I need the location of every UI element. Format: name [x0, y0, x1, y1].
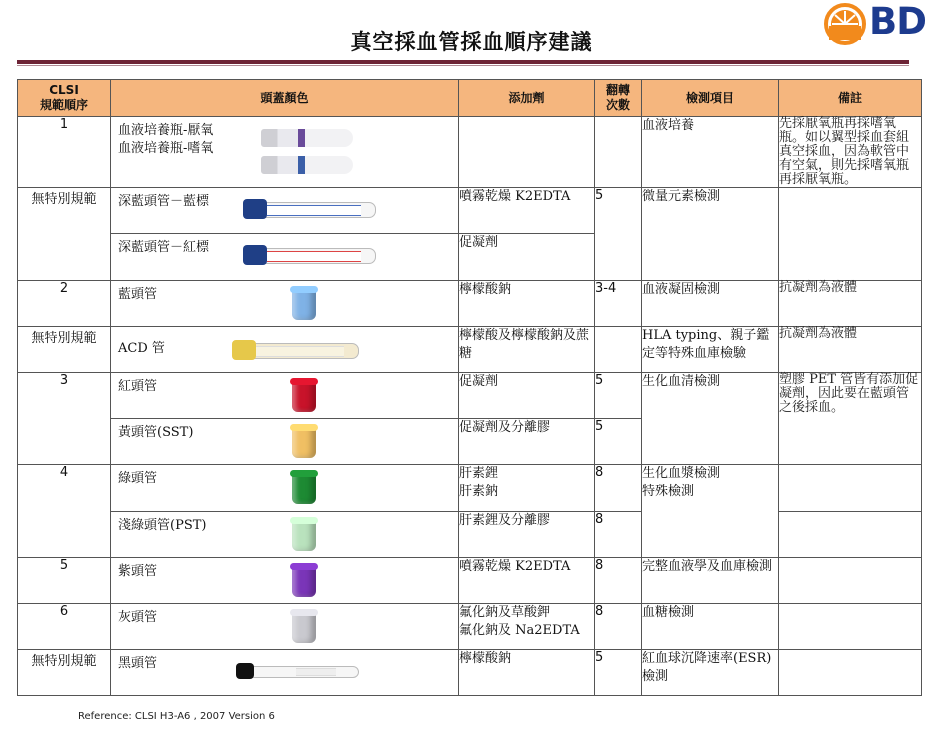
table-row [18, 117, 922, 188]
header-row [18, 80, 922, 117]
table-row [18, 604, 922, 650]
inversions-cell [595, 117, 642, 188]
table-row [18, 281, 922, 327]
additive-cell: 肝素鋰及分離膠 [459, 512, 595, 558]
bd-wordmark: BD [869, 0, 926, 43]
color-cell [111, 604, 459, 650]
light-blue-cap-image [292, 286, 316, 320]
acd-tube-image [233, 343, 359, 359]
inversions-cell: 5 [595, 188, 642, 281]
lavender-cap-image [292, 563, 316, 597]
color-cell [111, 650, 459, 696]
test-cell: 微量元素檢測 [642, 188, 779, 281]
table-row [18, 327, 922, 373]
color-name: 深藍頭管－藍標 [118, 194, 210, 209]
note-cell [779, 604, 922, 650]
color-cell [111, 465, 459, 512]
color-cell [111, 327, 459, 373]
header-test: 檢測項目 [642, 80, 779, 117]
header-order: CLSI 規範順序 [18, 80, 111, 117]
color-cell [111, 281, 459, 327]
note-cell: 抗凝劑為液體 [779, 281, 922, 327]
test-cell: 血糖檢測 [642, 604, 779, 650]
blood-collection-order-table [17, 79, 922, 696]
note-cell: 先採厭氧瓶再採嗜氧瓶。如以翼型採血套組真空採血，因為軟管中有空氣，則先採嗜氧瓶再採厭氧瓶。 [779, 117, 922, 188]
note-cell [779, 650, 922, 696]
note-cell [779, 512, 922, 558]
color-name: 灰頭管 [118, 610, 158, 625]
order-cell: 5 [18, 558, 111, 604]
test-cell: 紅血球沉降速率(ESR)檢測 [642, 650, 779, 696]
additive-cell: 檸檬酸鈉 [459, 650, 595, 696]
color-cell [111, 117, 459, 188]
note-cell: 塑膠 PET 管皆有添加促凝劑，因此要在藍頭管之後採血。 [779, 373, 922, 465]
additive-cell: 噴霧乾燥 K2EDTA [459, 558, 595, 604]
additive-cell: 檸檬酸及檸檬酸鈉及蔗糖 [459, 327, 595, 373]
color-cell [111, 558, 459, 604]
test-cell: 血液凝固檢測 [642, 281, 779, 327]
inversions-cell: 5 [595, 650, 642, 696]
color-name: 血液培養瓶-厭氧 [118, 123, 214, 138]
color-name: 淺綠頭管(PST) [118, 518, 207, 533]
additive-cell [459, 117, 595, 188]
additive-cell: 促凝劑及分離膠 [459, 419, 595, 465]
anaerobic-bottle-image [261, 129, 353, 147]
color-cell [111, 512, 459, 558]
table-row [18, 373, 922, 419]
green-cap-image [292, 470, 316, 504]
color-name: 綠頭管 [118, 471, 158, 486]
additive-cell: 氟化鈉及草酸鉀 氟化鈉及 Na2EDTA [459, 604, 595, 650]
header-additive: 添加劑 [459, 80, 595, 117]
bd-sunburst-icon [823, 2, 867, 46]
additive-cell: 促凝劑 [459, 373, 595, 419]
aerobic-bottle-image [261, 156, 353, 174]
color-name: 藍頭管 [118, 287, 158, 302]
table-row [18, 188, 922, 234]
color-name: 血液培養瓶-嗜氧 [118, 141, 214, 156]
inversions-cell: 5 [595, 373, 642, 419]
inversions-cell [595, 327, 642, 373]
note-cell [779, 465, 922, 512]
inversions-cell: 8 [595, 465, 642, 512]
inversions-cell: 8 [595, 558, 642, 604]
gray-cap-image [292, 609, 316, 643]
additive-cell: 檸檬酸鈉 [459, 281, 595, 327]
bd-logo [823, 2, 943, 46]
title-rule-thin [17, 65, 909, 66]
royal-blue-tube-blue-label-image [244, 202, 376, 218]
test-cell: 完整血液學及血庫檢測 [642, 558, 779, 604]
note-cell [779, 188, 922, 281]
order-cell: 3 [18, 373, 111, 465]
color-name: 黃頭管(SST) [118, 425, 194, 440]
header-note: 備註 [779, 80, 922, 117]
inversions-cell: 5 [595, 419, 642, 465]
color-cell [111, 373, 459, 419]
test-cell: 生化血清檢測 [642, 373, 779, 465]
inversions-cell: 8 [595, 512, 642, 558]
order-cell: 無特別規範 [18, 650, 111, 696]
note-cell [779, 558, 922, 604]
additive-cell: 肝素鋰 肝素鈉 [459, 465, 595, 512]
additive-cell: 噴霧乾燥 K2EDTA [459, 188, 595, 234]
additive-cell: 促凝劑 [459, 234, 595, 281]
color-name: ACD 管 [118, 341, 165, 356]
color-name: 黑頭管 [118, 656, 158, 671]
header-color: 頭蓋顏色 [111, 80, 459, 117]
color-name: 深藍頭管－紅標 [118, 240, 210, 255]
table-row [18, 465, 922, 512]
order-cell: 無特別規範 [18, 188, 111, 281]
order-cell: 2 [18, 281, 111, 327]
color-cell [111, 188, 459, 234]
color-name: 紫頭管 [118, 564, 158, 579]
page-title: 真空採血管採血順序建議 [350, 30, 593, 54]
test-cell: 生化血漿檢測 特殊檢測 [642, 465, 779, 558]
table-row [18, 650, 922, 696]
header-inversions: 翻轉 次數 [595, 80, 642, 117]
order-cell: 無特別規範 [18, 327, 111, 373]
royal-blue-tube-red-label-image [244, 248, 376, 264]
note-cell: 抗凝劑為液體 [779, 327, 922, 373]
order-cell: 4 [18, 465, 111, 558]
reference-footer: Reference: CLSI H3-A6 , 2007 Version 6 [78, 711, 275, 722]
test-cell: HLA typing、親子鑑定等特殊血庫檢驗 [642, 327, 779, 373]
color-cell [111, 419, 459, 465]
table-row [18, 558, 922, 604]
table-row [18, 512, 922, 558]
test-cell: 血液培養 [642, 117, 779, 188]
inversions-cell: 8 [595, 604, 642, 650]
title-rule [17, 60, 909, 64]
black-tube-image [237, 666, 359, 678]
inversions-cell: 3-4 [595, 281, 642, 327]
order-cell: 1 [18, 117, 111, 188]
gold-cap-image [292, 424, 316, 458]
color-cell [111, 234, 459, 281]
light-green-cap-image [292, 517, 316, 551]
order-cell: 6 [18, 604, 111, 650]
color-name: 紅頭管 [118, 379, 158, 394]
red-cap-image [292, 378, 316, 412]
